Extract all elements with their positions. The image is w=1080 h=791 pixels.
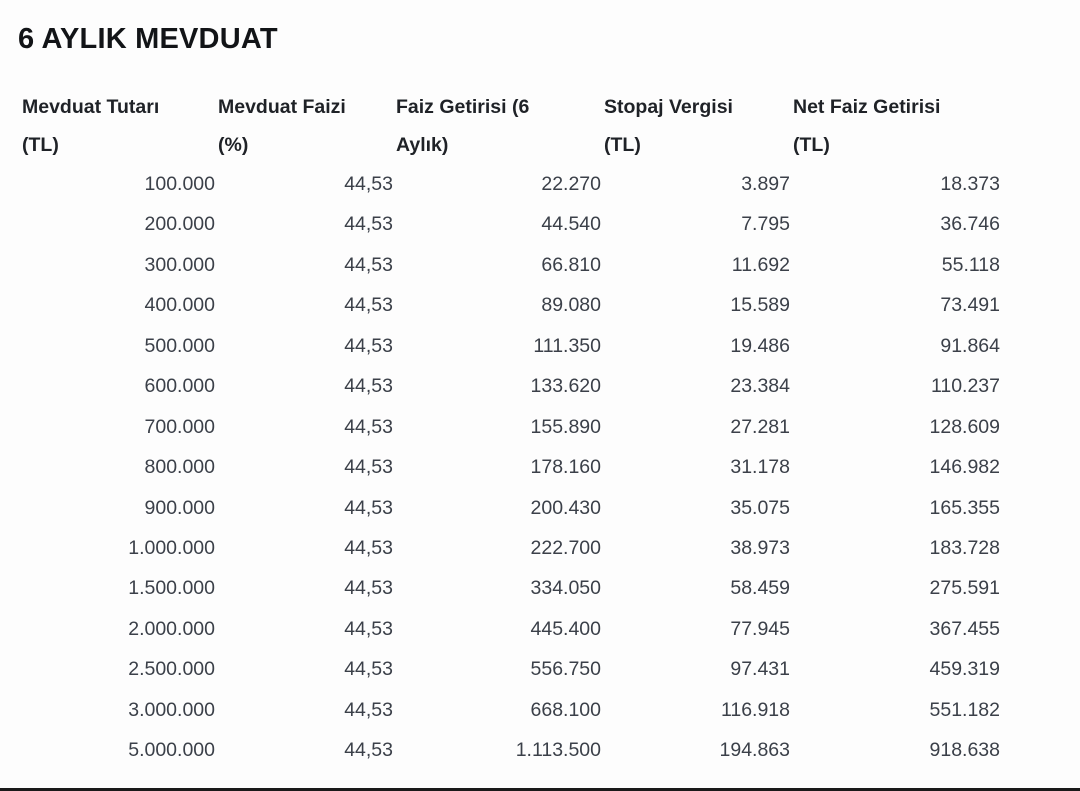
header-line2: (TL)	[604, 134, 641, 156]
header-line2: (TL)	[22, 134, 59, 156]
deposit-table	[22, 88, 1025, 771]
header-line2: Aylık)	[396, 134, 449, 156]
table-cell: 91.864	[940, 334, 1000, 357]
table-cell: 3.897	[741, 173, 790, 195]
table-cell: 900.000	[144, 496, 215, 519]
table-cell: 116.918	[720, 698, 790, 721]
table-cell: 44,53	[344, 496, 393, 519]
table-cell: 44,53	[344, 375, 393, 398]
table-cell: 367.455	[929, 617, 1000, 640]
table-cell: 700.000	[144, 415, 215, 438]
table-cell: 44,53	[344, 739, 393, 762]
header-cell	[22, 88, 218, 164]
table-cell: 22.270	[541, 173, 601, 195]
table-cell: 73.491	[940, 294, 1000, 317]
table-cell: 133.620	[530, 375, 601, 398]
table-cell: 44,53	[344, 536, 393, 559]
table-cell: 2.000.000	[128, 617, 215, 640]
table-body	[22, 164, 1025, 771]
table-cell: 178.160	[530, 456, 601, 479]
table-cell: 44,53	[344, 617, 393, 640]
table-row	[22, 245, 1025, 285]
table-cell: 111.350	[533, 334, 601, 357]
table-cell: 194.863	[719, 739, 790, 762]
table-cell: 334.050	[530, 577, 601, 600]
header-line1: Mevduat Faizi	[218, 96, 346, 118]
table-cell: 100.000	[144, 173, 215, 195]
table-row	[22, 204, 1025, 244]
table-cell: 31.178	[730, 456, 790, 479]
table-cell: 7.795	[741, 213, 790, 236]
table-cell: 668.100	[530, 698, 601, 721]
table-row	[22, 528, 1025, 568]
header-line1: Net Faiz Getirisi	[793, 96, 941, 118]
table-cell: 44,53	[344, 294, 393, 317]
table-cell: 165.355	[929, 496, 1000, 519]
header-cell	[396, 88, 604, 164]
table-cell: 556.750	[530, 658, 601, 681]
table-row	[22, 730, 1025, 770]
header-line1: Mevduat Tutarı	[22, 96, 160, 118]
header-cell	[793, 88, 1003, 164]
table-cell: 27.281	[730, 415, 790, 438]
table-cell: 77.945	[730, 617, 790, 640]
table-cell: 222.700	[530, 536, 601, 559]
table-cell: 183.728	[929, 536, 1000, 559]
table-row	[22, 285, 1025, 325]
header-line2: (TL)	[793, 134, 830, 156]
page-title: 6 AYLIK MEVDUAT	[18, 23, 278, 56]
table-cell: 36.746	[940, 213, 1000, 236]
table-cell: 5.000.000	[128, 739, 215, 762]
table-cell: 38.973	[730, 536, 790, 559]
table-cell: 97.431	[730, 658, 790, 681]
table-cell: 459.319	[929, 658, 1000, 681]
table-header-row	[22, 88, 1025, 164]
table-cell: 44,53	[344, 253, 393, 276]
table-cell: 19.486	[730, 334, 790, 357]
table-cell: 551.182	[929, 698, 1000, 721]
table-cell: 400.000	[144, 294, 215, 317]
table-row	[22, 447, 1025, 487]
table-cell: 2.500.000	[128, 658, 215, 681]
header-cell	[604, 88, 793, 164]
table-cell: 23.384	[730, 375, 790, 398]
table-cell: 800.000	[144, 456, 215, 479]
table-cell: 89.080	[541, 294, 601, 317]
table-cell: 58.459	[730, 577, 790, 600]
table-cell: 300.000	[144, 253, 215, 276]
table-row	[22, 568, 1025, 608]
table-cell: 44,53	[344, 334, 393, 357]
table-row	[22, 609, 1025, 649]
table-row	[22, 488, 1025, 528]
table-cell: 146.982	[929, 456, 1000, 479]
table-cell: 55.118	[941, 253, 1000, 276]
table-cell: 200.430	[530, 496, 601, 519]
table-cell: 600.000	[144, 375, 215, 398]
table-cell: 200.000	[144, 213, 215, 236]
table-cell: 1.113.500	[515, 739, 601, 762]
table-cell: 18.373	[940, 173, 1000, 195]
table-cell: 128.609	[929, 415, 1000, 438]
header-line1: Faiz Getirisi (6	[396, 96, 530, 118]
table-cell: 44.540	[541, 213, 601, 236]
table-cell: 35.075	[730, 496, 790, 519]
table-row	[22, 649, 1025, 689]
table-cell: 445.400	[530, 617, 601, 640]
table-cell: 275.591	[929, 577, 1000, 600]
table-cell: 44,53	[344, 658, 393, 681]
table-cell: 1.000.000	[128, 536, 215, 559]
table-cell: 155.890	[530, 415, 601, 438]
header-line1: Stopaj Vergisi	[604, 96, 733, 118]
header-line2: (%)	[218, 134, 249, 156]
table-row	[22, 164, 1025, 204]
header-cell	[218, 88, 396, 164]
table-cell: 44,53	[344, 698, 393, 721]
table-row	[22, 326, 1025, 366]
table-cell: 66.810	[541, 253, 601, 276]
table-cell: 15.589	[730, 294, 790, 317]
table-row	[22, 366, 1025, 406]
table-cell: 44,53	[344, 456, 393, 479]
table-cell: 44,53	[344, 213, 393, 236]
table-cell: 11.692	[731, 253, 790, 276]
table-row	[22, 407, 1025, 447]
table-cell: 44,53	[344, 173, 393, 195]
table-cell: 500.000	[144, 334, 215, 357]
table-cell: 3.000.000	[128, 698, 215, 721]
table-cell: 44,53	[344, 577, 393, 600]
table-cell: 44,53	[344, 415, 393, 438]
table-cell: 918.638	[929, 739, 1000, 762]
table-row	[22, 690, 1025, 730]
table-cell: 110.237	[930, 375, 1000, 398]
table-cell: 1.500.000	[128, 577, 215, 600]
